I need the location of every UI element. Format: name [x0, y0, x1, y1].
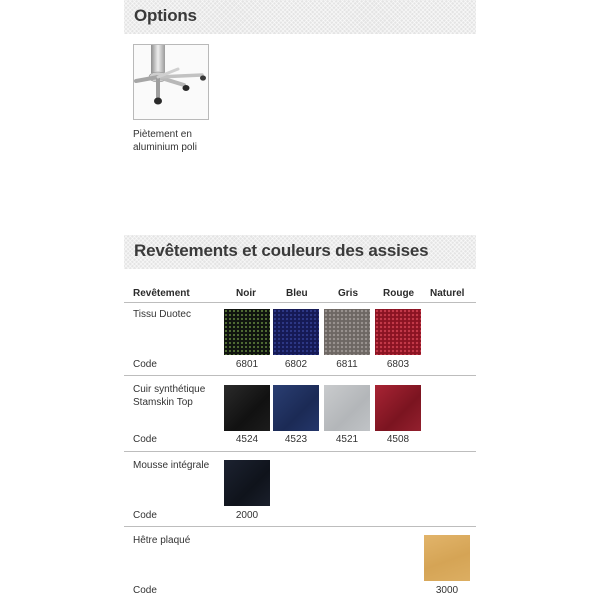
option-caption-line2: aluminium poli [133, 142, 197, 153]
revetements-title: Revêtements et couleurs des assises [134, 241, 429, 260]
col-gris: Gris [338, 288, 359, 299]
row-label-mousse [133, 459, 209, 472]
chair-base-icon [133, 44, 209, 120]
col-bleu: Bleu [286, 288, 308, 299]
swatch-rouge-tissu [375, 309, 421, 355]
option-caption [133, 128, 223, 154]
row-label-cuir [133, 383, 205, 409]
row-divider [124, 375, 476, 376]
swatch-bleu-cuir [273, 385, 319, 431]
code-noir: 4524 [235, 434, 259, 445]
row-label-line: Mousse intégrale [133, 460, 210, 471]
options-title: Options [134, 6, 197, 25]
col-noir: Noir [236, 288, 256, 299]
options-header [124, 0, 476, 34]
header-divider [124, 302, 476, 303]
row-label-hetre [133, 534, 190, 547]
row-label-line: Stamskin Top [133, 397, 193, 408]
code-gris: 6811 [336, 359, 358, 370]
swatch-gris-cuir [324, 385, 370, 431]
col-naturel: Naturel [430, 288, 465, 299]
swatch-noir-mousse [224, 460, 270, 506]
row-label-line: Cuir synthétique [133, 384, 206, 395]
code-noir: 2000 [235, 510, 259, 521]
row-divider [124, 451, 476, 452]
col-rouge: Rouge [383, 288, 415, 299]
row-label-tissu [133, 308, 191, 321]
swatch-noir-tissu [224, 309, 270, 355]
code-rouge: 6803 [386, 359, 410, 370]
swatch-rouge-cuir [375, 385, 421, 431]
code-label: Code [133, 585, 157, 596]
code-label: Code [133, 359, 157, 370]
swatch-noir-cuir [224, 385, 270, 431]
row-divider [124, 526, 476, 527]
row-label-line: Tissu Duotec [133, 309, 191, 320]
code-naturel: 3000 [435, 585, 459, 596]
swatch-gris-tissu [324, 309, 370, 355]
col-revetement: Revêtement [133, 288, 190, 299]
code-noir: 6801 [235, 359, 259, 370]
code-label: Code [133, 434, 157, 445]
code-label: Code [133, 510, 157, 521]
row-label-line: Hêtre plaqué [133, 535, 191, 546]
code-bleu: 6802 [284, 359, 308, 370]
swatch-bleu-tissu [273, 309, 319, 355]
option-caption-line1: Piètement en [133, 129, 192, 140]
revetements-header [124, 235, 476, 269]
code-bleu: 4523 [284, 434, 308, 445]
code-gris: 4521 [335, 434, 359, 445]
code-rouge: 4508 [386, 434, 410, 445]
swatch-naturel-hetre [424, 535, 470, 581]
